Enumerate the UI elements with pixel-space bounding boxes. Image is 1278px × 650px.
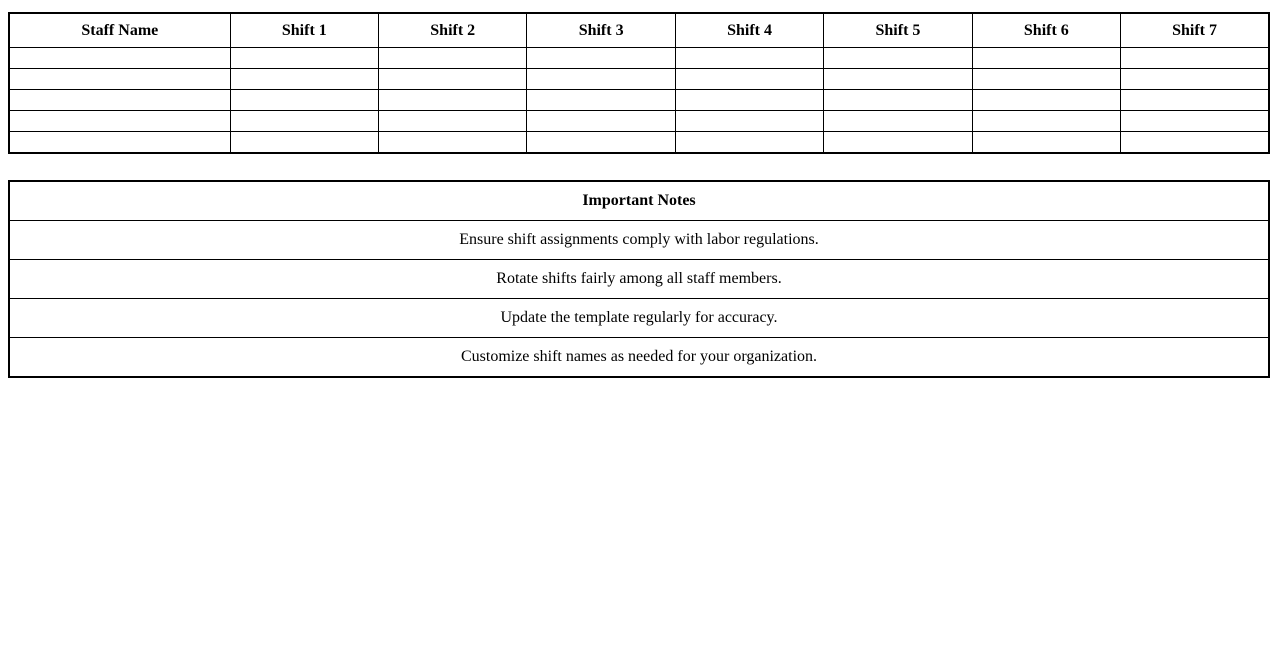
shift-schedule-table — [8, 12, 1270, 154]
schedule-empty-cell — [972, 48, 1120, 69]
schedule-header-row — [9, 13, 1269, 48]
schedule-empty-cell — [527, 69, 675, 90]
schedule-empty-cell — [675, 48, 823, 69]
schedule-empty-cell — [379, 111, 527, 132]
schedule-empty-cell — [824, 90, 972, 111]
schedule-empty-cell — [972, 69, 1120, 90]
schedule-empty-row — [9, 111, 1269, 132]
schedule-empty-cell — [527, 111, 675, 132]
schedule-empty-cell — [379, 132, 527, 154]
schedule-body — [9, 48, 1269, 154]
schedule-empty-row — [9, 90, 1269, 111]
schedule-empty-cell — [824, 111, 972, 132]
schedule-empty-cell — [9, 90, 230, 111]
schedule-empty-cell — [230, 90, 378, 111]
schedule-empty-cell — [9, 132, 230, 154]
schedule-empty-row — [9, 132, 1269, 154]
schedule-empty-cell — [675, 69, 823, 90]
column-header-shift-1: Shift 1 — [230, 13, 378, 48]
column-header-shift-4: Shift 4 — [675, 13, 823, 48]
note-row — [9, 338, 1269, 378]
column-header-shift-6: Shift 6 — [972, 13, 1120, 48]
note-row — [9, 260, 1269, 299]
schedule-empty-cell — [1121, 69, 1269, 90]
schedule-empty-cell — [379, 48, 527, 69]
schedule-empty-cell — [1121, 48, 1269, 69]
notes-header: Important Notes — [9, 181, 1269, 221]
column-header-staff-name: Staff Name — [9, 13, 230, 48]
schedule-empty-cell — [230, 111, 378, 132]
schedule-empty-cell — [824, 132, 972, 154]
note-text: Rotate shifts fairly among all staff members. — [9, 260, 1269, 299]
schedule-empty-cell — [230, 69, 378, 90]
schedule-empty-cell — [379, 69, 527, 90]
schedule-empty-cell — [972, 90, 1120, 111]
schedule-empty-cell — [824, 69, 972, 90]
schedule-empty-cell — [824, 48, 972, 69]
note-text: Ensure shift assignments comply with labor regulations. — [9, 221, 1269, 260]
schedule-empty-cell — [1121, 132, 1269, 154]
schedule-empty-cell — [675, 111, 823, 132]
schedule-empty-cell — [527, 90, 675, 111]
schedule-empty-row — [9, 69, 1269, 90]
schedule-empty-cell — [675, 90, 823, 111]
schedule-empty-cell — [1121, 90, 1269, 111]
schedule-empty-cell — [379, 90, 527, 111]
schedule-empty-cell — [9, 69, 230, 90]
schedule-empty-cell — [972, 111, 1120, 132]
schedule-empty-cell — [230, 48, 378, 69]
notes-header-row — [9, 181, 1269, 221]
document-page — [0, 12, 1278, 650]
note-text: Customize shift names as needed for your organization. — [9, 338, 1269, 378]
note-row — [9, 221, 1269, 260]
schedule-empty-cell — [1121, 111, 1269, 132]
note-text: Update the template regularly for accuracy. — [9, 299, 1269, 338]
note-row — [9, 299, 1269, 338]
column-header-shift-3: Shift 3 — [527, 13, 675, 48]
schedule-empty-cell — [527, 132, 675, 154]
schedule-empty-cell — [230, 132, 378, 154]
schedule-empty-row — [9, 48, 1269, 69]
schedule-empty-cell — [527, 48, 675, 69]
column-header-shift-5: Shift 5 — [824, 13, 972, 48]
schedule-empty-cell — [9, 48, 230, 69]
schedule-empty-cell — [9, 111, 230, 132]
column-header-shift-7: Shift 7 — [1121, 13, 1269, 48]
schedule-empty-cell — [972, 132, 1120, 154]
schedule-empty-cell — [675, 132, 823, 154]
important-notes-table — [8, 180, 1270, 378]
column-header-shift-2: Shift 2 — [379, 13, 527, 48]
